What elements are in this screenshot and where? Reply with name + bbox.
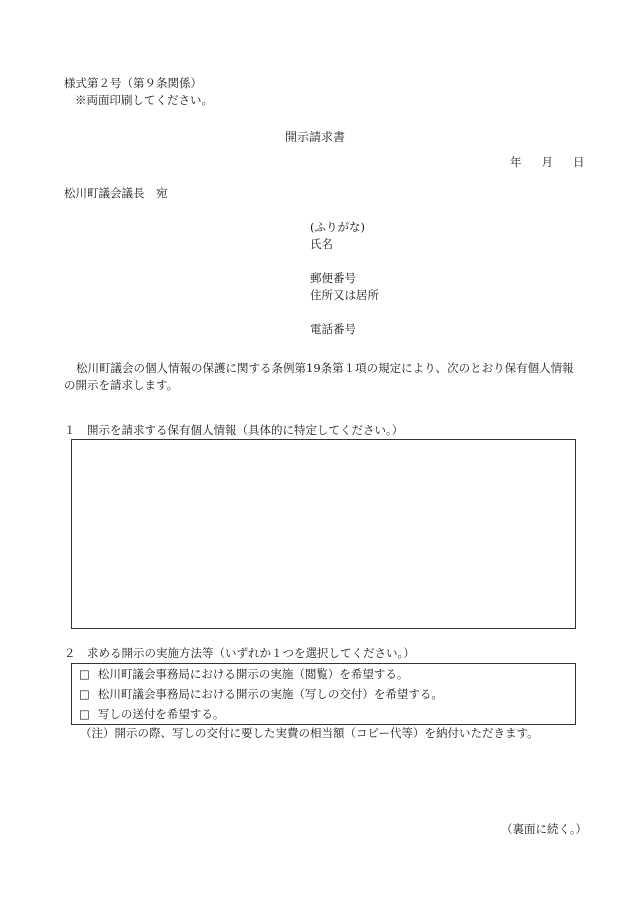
option-copy-mail-label: 写しの送付を希望する。 xyxy=(97,707,225,721)
date-year-label: 年 xyxy=(510,155,522,169)
date-month-label: 月 xyxy=(541,155,553,169)
personal-info-entry-box[interactable] xyxy=(71,439,576,629)
duplex-print-note: ※両面印刷してください。 xyxy=(75,93,213,107)
option-copy-mail[interactable] xyxy=(79,709,224,721)
address-label: 住所又は居所 xyxy=(310,288,379,302)
date-line xyxy=(510,157,585,169)
addressee: 松川町議会議長 宛 xyxy=(64,186,168,200)
continued-note: （裏面に続く。） xyxy=(501,822,588,836)
checkbox-copy-mail[interactable]: □ xyxy=(79,707,90,721)
fee-note: （注）開示の際、写しの交付に要した実費の相当額（コピー代等）を納付いただきます。 xyxy=(80,726,539,740)
requester-block xyxy=(310,219,379,338)
section2-heading: ２ 求める開示の実施方法等（いずれか１つを選択してください。） xyxy=(64,646,415,660)
form-number: 様式第２号（第９条関係） xyxy=(64,76,202,90)
option-copy-issue[interactable] xyxy=(79,689,443,701)
section1-heading: １ 開示を請求する保有個人情報（具体的に特定してください。） xyxy=(64,423,404,437)
option-inspection-label: 松川町議会事務局における開示の実施（閲覧）を希望する。 xyxy=(97,667,409,681)
checkbox-copy-issue[interactable]: □ xyxy=(79,687,90,701)
document-title: 開示請求書 xyxy=(284,130,345,144)
option-inspection[interactable] xyxy=(79,669,408,681)
disclosure-method-box xyxy=(71,663,576,725)
furigana-label: (ふりがな) xyxy=(310,220,365,234)
name-label: 氏名 xyxy=(310,237,333,251)
request-statement: 松川町議会の個人情報の保護に関する条例第19条第１項の規定により、次のとおり保有個人情報の開示を請求します。 xyxy=(64,361,574,392)
postal-code-label: 郵便番号 xyxy=(310,271,356,285)
date-day-label: 日 xyxy=(573,155,585,169)
phone-label: 電話番号 xyxy=(310,322,356,336)
option-copy-issue-label: 松川町議会事務局における開示の実施（写しの交付）を希望する。 xyxy=(97,687,443,701)
checkbox-inspection[interactable]: □ xyxy=(79,667,90,681)
